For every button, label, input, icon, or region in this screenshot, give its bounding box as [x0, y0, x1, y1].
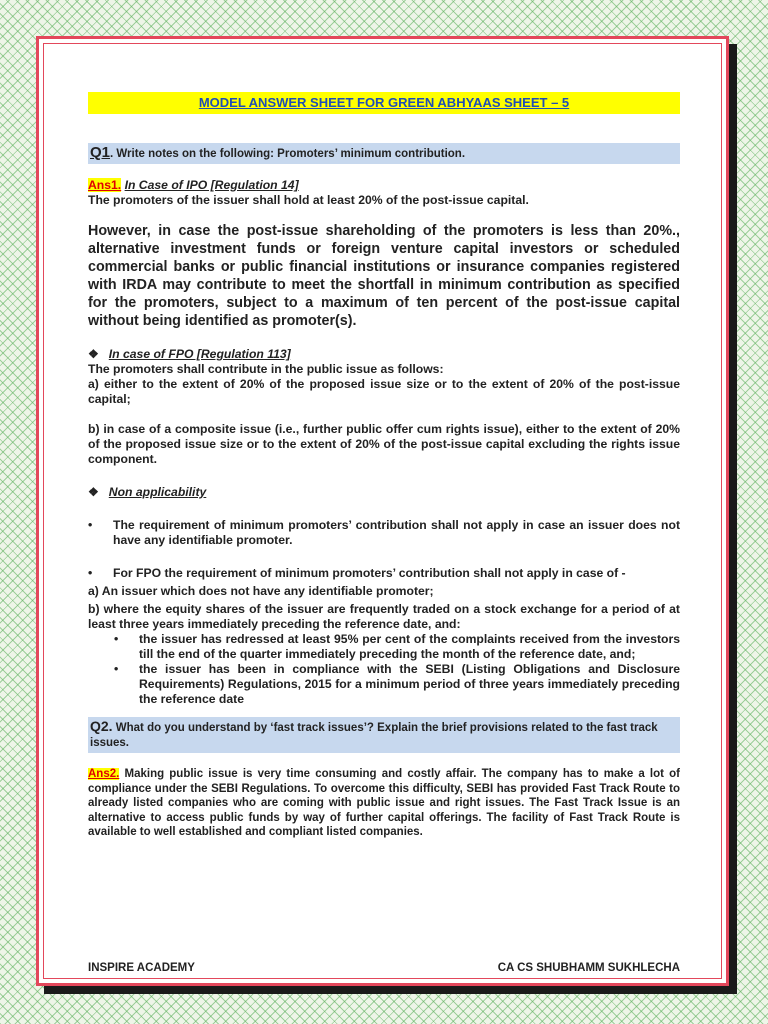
sub-bullet-text: the issuer has redressed at least 95% per cent of the complaints received from the investors till the end of the quarter immediately preceding the month of the reference date, and;	[139, 632, 680, 661]
ipo-shortfall-paragraph: However, in case the post-issue shareholding of the promoters is less than 20%., alternative investment funds or foreign venture capital investors or scheduled commercial banks or public financial institutions or insurance companies registered with IRDA may contribute to meet the shortfall in minimum contribution as specified for the promoters, subject to a maximum of ten percent of the post-issue capital without being identified as promoter(s).	[88, 223, 680, 329]
list-item	[88, 566, 680, 581]
page-footer	[88, 962, 680, 974]
bullet-text: For FPO the requirement of minimum promoters’ contribution shall not apply in case of -	[113, 566, 626, 580]
answer-1-label: Ans1.	[88, 178, 122, 192]
bullet-icon: •	[88, 518, 93, 532]
ipo-line: The promoters of the issuer shall hold at least 20% of the post-issue capital.	[88, 193, 529, 207]
question-1	[88, 143, 680, 164]
non-applicability-heading: Non applicability	[108, 485, 207, 499]
bullet-icon: •	[114, 662, 119, 676]
bullet-icon: •	[114, 632, 119, 646]
ipo-heading: In Case of IPO [Regulation 14]	[124, 178, 299, 192]
page-title: MODEL ANSWER SHEET FOR GREEN ABHYAAS SHEET – 5	[88, 92, 680, 114]
fpo-point-a: a) either to the extent of 20% of the proposed issue size or to the extent of 20% of the post-issue capital;	[88, 377, 680, 406]
footer-left: INSPIRE ACADEMY	[88, 962, 195, 974]
answer-2-label: Ans2.	[88, 768, 120, 780]
condition-b: b) where the equity shares of the issuer are frequently traded on a stock exchange for a period of at least three years immediately preceding the reference date, and:	[88, 602, 680, 631]
non-applicability-heading-line	[88, 485, 680, 500]
list-item	[88, 518, 680, 548]
question-2-label: Q2.	[90, 718, 113, 734]
bullet-icon: •	[88, 566, 93, 580]
list-item	[88, 662, 680, 707]
question-1-label: Q1	[90, 144, 111, 161]
question-1-text: . Write notes on the following: Promoters’ minimum contribution.	[110, 148, 466, 160]
sub-bullet-text: the issuer has been in compliance with the SEBI (Listing Obligations and Disclosure Requirements) Regulations, 2015 for a minimum period of three years immediately preceding the reference date	[139, 662, 680, 706]
fpo-heading: In case of FPO [Regulation 113]	[108, 347, 291, 361]
bullet-text: The requirement of minimum promoters’ contribution shall not apply in case an issuer does not have any identifiable promoter.	[113, 518, 680, 547]
question-2	[88, 717, 680, 753]
fpo-intro: The promoters shall contribute in the public issue as follows:	[88, 362, 444, 376]
answer-2-text: Making public issue is very time consuming and costly affair. The company has to make a lot of compliance under the SEBI Regulations. To overcome this difficulty, SEBI has provided Fast Track Route to already listed companies who are coming with public issue and right issues. The Fast Track Issue is an alternative to access public funds by way of further capital offerings. The facility of Fast Track Route is available to well established and compliant listed companies.	[88, 768, 680, 838]
footer-right: CA CS SHUBHAMM SUKHLECHA	[497, 962, 680, 974]
condition-a: a) An issuer which does not have any identifiable promoter;	[88, 584, 434, 598]
page-content	[88, 92, 680, 840]
list-item	[88, 632, 680, 662]
question-2-text: What do you understand by ‘fast track issues’? Explain the brief provisions related to the fast track issues.	[90, 722, 658, 749]
fpo-heading-line	[88, 347, 680, 362]
answer-1-heading-line	[88, 178, 680, 193]
fpo-point-b: b) in case of a composite issue (i.e., further public offer cum rights issue), either to the extent of 20% of the proposed issue size or to the extent of 20% of the post-issue capital excluding the rights issue component.	[88, 422, 680, 466]
answer-2	[88, 767, 680, 840]
diamond-bullet-icon: ❖	[88, 485, 99, 499]
diamond-bullet-icon: ❖	[88, 347, 99, 361]
